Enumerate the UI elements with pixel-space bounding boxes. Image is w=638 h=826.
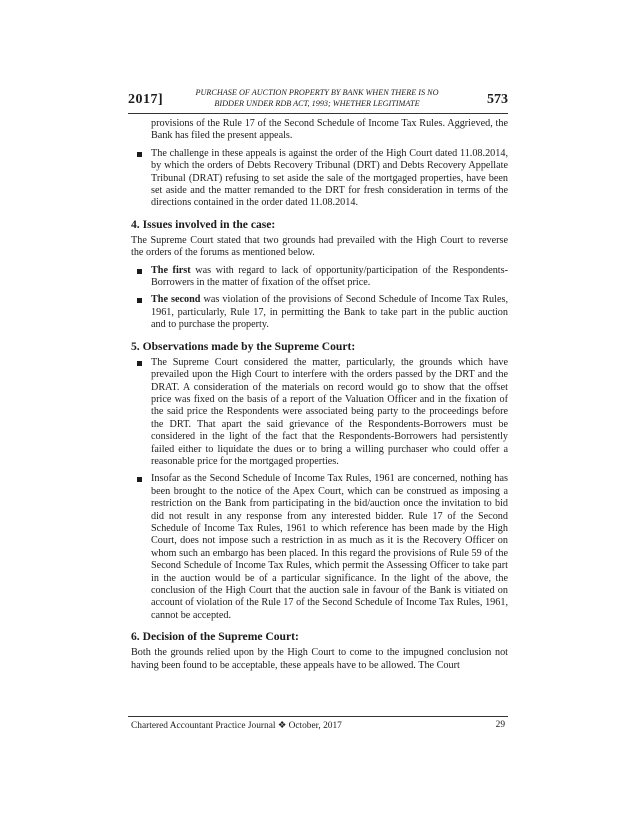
running-header <box>128 84 508 114</box>
footer-journal: Chartered Accountant Practice Journal ❖ October, 2017 <box>131 721 342 731</box>
section-heading-observations: 5. Observations made by the Supreme Court: <box>131 339 356 353</box>
header-year: 2017] <box>128 92 164 107</box>
section-heading-decision: 6. Decision of the Supreme Court: <box>131 630 299 644</box>
header-title-line-2: BIDDER UNDER RDB ACT, 1993; WHETHER LEGITIMATE <box>214 99 420 108</box>
bullet-text: Insofar as the Second Schedule of Income Tax Rules, 1961 are concerned, nothing has been brought to the notice of the Apex Court, which can be construed as imposing a restriction on the Bank from participating in the bid/auction once the invitation to bid did not result in any response from any interested bidder. Rule 17 of the Second Schedule of Income Tax Rules, 1961 to which reference has been made by the High Court, does not impose such a restriction in as much as it is the Recovery Officer on whom such an embargo has been placed. In this regard the provisions of Rule 59 of the Second Schedule of Income Tax Rules, which permit the Assessing Officer to take part in the auction would be of a particular significance. In the light of the above, the conclusion of the High Court that the auction sale in favour of the Bank is vitiated on account of violation of the Rule 17 of the Second Schedule of Income Tax Rules, 1961, cannot be accepted. <box>151 473 508 621</box>
continuation-paragraph: provisions of the Rule 17 of the Second Schedule of Income Tax Rules. Aggrieved, the Bank has filed the present appeals. <box>151 118 508 142</box>
bullet-marker-icon <box>137 152 142 157</box>
bullet-marker-icon <box>137 269 142 274</box>
footer-page-number: 29 <box>495 720 505 730</box>
section-paragraph: The Supreme Court stated that two grounds had prevailed with the High Court to reverse the orders of the forums as mentioned below. <box>131 234 508 259</box>
header-page-number: 573 <box>487 92 508 107</box>
section-paragraph: Both the grounds relied upon by the High Court to come to the impugned conclusion not having been found to be acceptable, these appeals have to be allowed. The Court <box>131 647 508 671</box>
list-item <box>131 294 508 331</box>
header-title <box>172 87 462 109</box>
bullet-text: was violation of the provisions of Second Schedule of Income Tax Rules, 1961, particularly, Rule 17, in permitting the Bank to take part in the public auction and to purchase the property. <box>151 294 508 331</box>
bullet-text: was with regard to lack of opportunity/participation of the Respondents-Borrowers in the matter of fixation of the offset price. <box>151 264 508 289</box>
list-item <box>131 265 508 290</box>
footer-divider <box>128 716 508 717</box>
bullet-text: The Supreme Court considered the matter, particularly, the grounds which have prevailed upon the High Court to interfere with the orders passed by the DRT and the DRAT. A consideration of the materials on record would go to show that the offset price was fixed on the basis of a report of the Valuation Officer and in the fixation of the said price the Respondents were associated being party to the proceedings before the DRT. That apart the said grievance of the Respondents-Borrowers must be considered in the light of the fact that the Respondents-Borrowers had persistently failed either to liquidate the dues or to bring a willing purchaser who could offer a reasonable price for the mortgaged properties. <box>151 356 508 467</box>
list-item <box>131 148 508 210</box>
bullet-marker-icon <box>137 361 142 366</box>
page-body <box>131 118 508 672</box>
bullet-lead: The second <box>151 294 201 306</box>
bullet-text: The challenge in these appeals is against the order of the High Court dated 11.08.2014, by which the orders of Debts Recovery Tribunal (DRT) and Debts Recovery Appellate Tribunal (DRAT) refusing to set aside the sale of the mortgaged properties, have been set aside and the matter remanded to the DRT for fresh consideration in terms of the directions contained in the order dated 11.08.2014. <box>151 147 508 209</box>
header-title-line-1: PURCHASE OF AUCTION PROPERTY BY BANK WHEN THERE IS NO <box>195 88 439 97</box>
bullet-marker-icon <box>137 477 142 482</box>
list-item <box>131 473 508 622</box>
bullet-marker-icon <box>137 298 142 303</box>
section-heading-issues: 4. Issues involved in the case: <box>131 217 276 231</box>
list-item <box>131 357 508 469</box>
header-divider <box>128 113 508 114</box>
bullet-lead: The first <box>151 264 191 276</box>
